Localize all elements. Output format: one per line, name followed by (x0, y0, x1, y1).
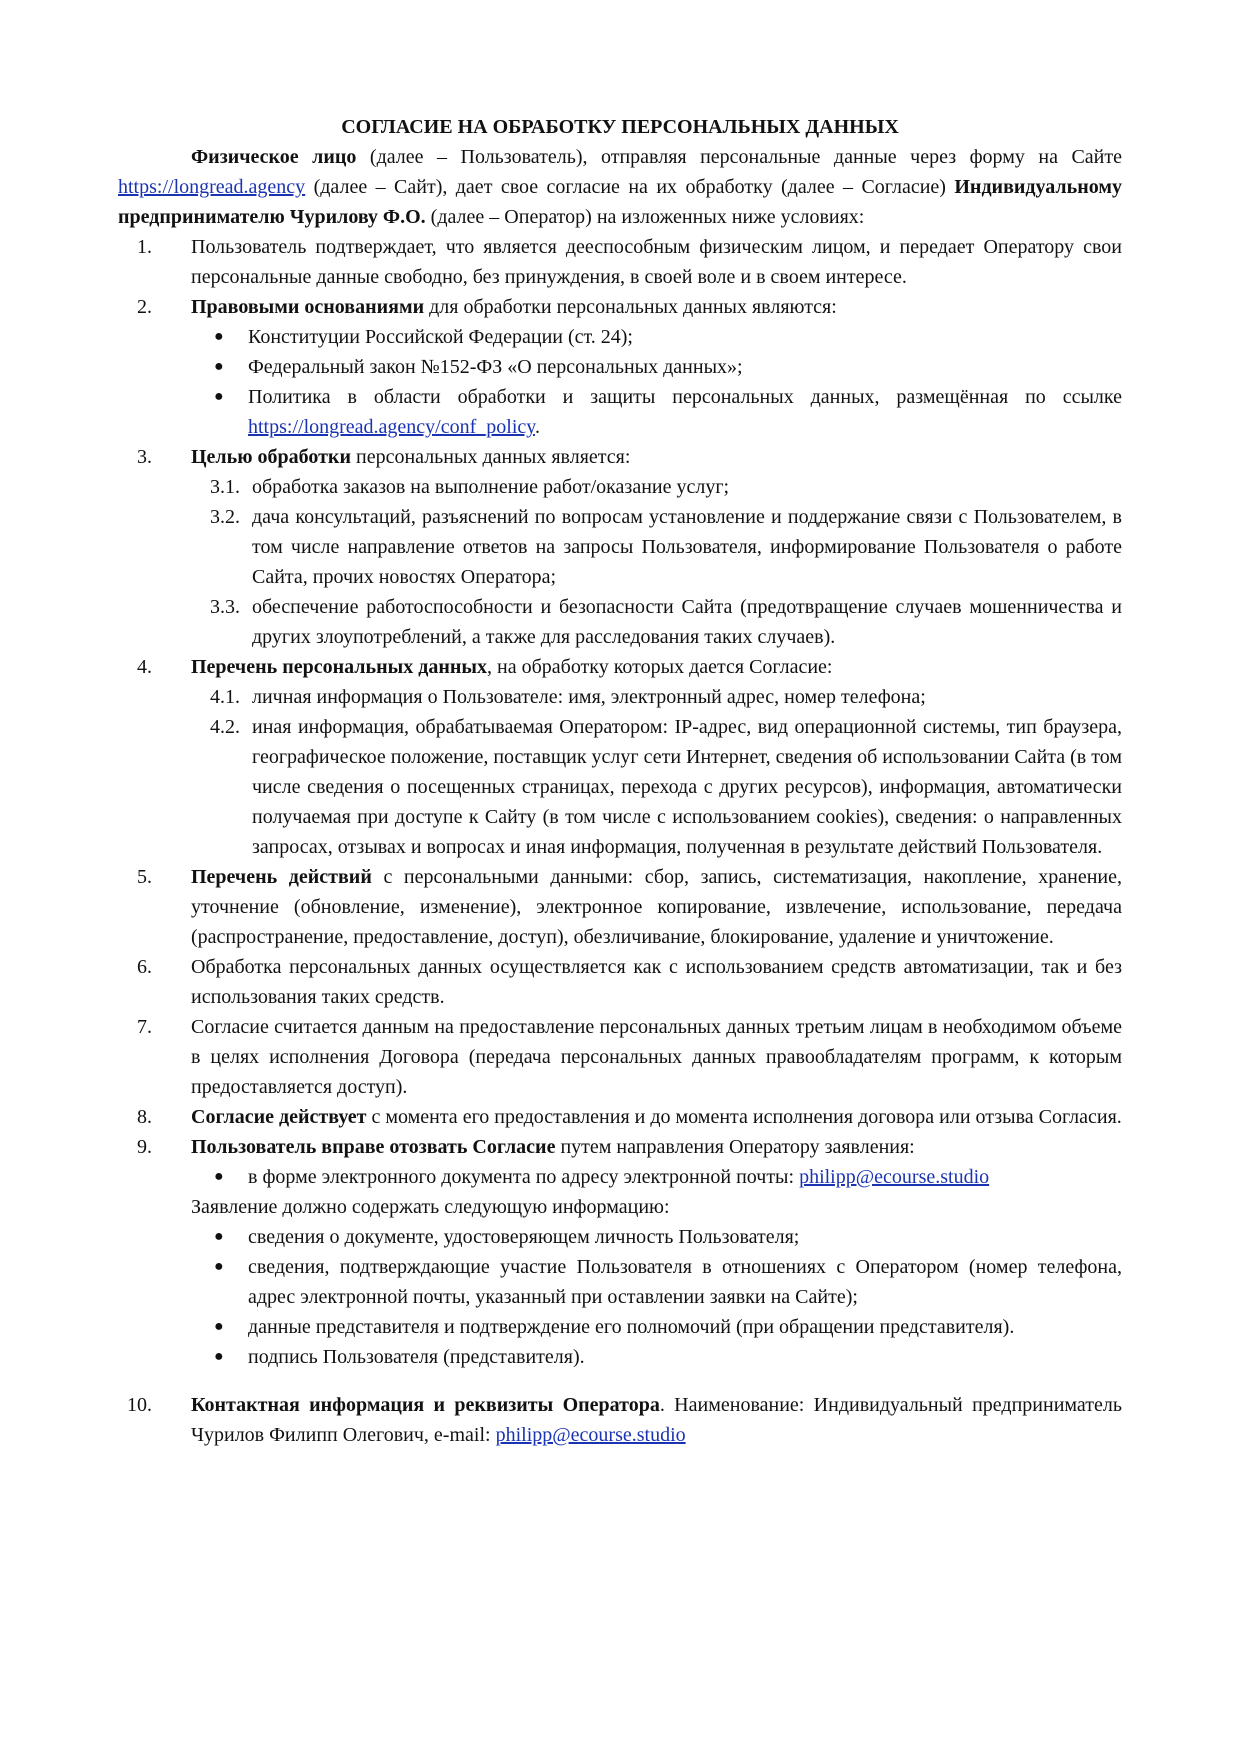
bullet-item (118, 322, 1122, 352)
bullet-item (118, 1162, 1122, 1192)
intro-paragraph (118, 142, 1122, 232)
list-item-8 (118, 1102, 1122, 1132)
item-text: с момента его предоставления и до момента исполнения договора или отзыва Согласия. (366, 1106, 1122, 1128)
sub-item (118, 712, 1122, 862)
sub-text: дача консультаций, разъяснений по вопросам установление и поддержание связи с Пользователем, в том числе направление ответов на запросы Пользователя, информирование Пользователя о работе Сайта, прочих новостях Оператора; (252, 506, 1122, 588)
list-item-6 (118, 952, 1122, 1012)
sub-item (118, 592, 1122, 652)
sub-text: обработка заказов на выполнение работ/оказание услуг; (252, 476, 730, 498)
item-number: 10. (127, 1394, 152, 1416)
item-bold: Согласие действует (191, 1106, 367, 1128)
item-bold: Перечень действий (191, 866, 372, 888)
spacer (118, 1372, 1122, 1390)
list-item-5 (118, 862, 1122, 952)
sub-number: 3.2. (210, 506, 240, 528)
intro-bold-2: Индивидуальному предпринимателю Чурилову Ф.О. (118, 176, 1122, 228)
sub-item (118, 682, 1122, 712)
list-item-9 (118, 1132, 1122, 1162)
bullet-item (118, 1252, 1122, 1312)
list-item-3 (118, 442, 1122, 472)
intro-text-3: (далее – Оператор) на изложенных ниже условиях: (425, 206, 865, 228)
bullet-icon: ● (214, 388, 224, 405)
sub-number: 4.1. (210, 686, 240, 708)
item-bold: Целью обработки (191, 446, 351, 468)
list-item-7 (118, 1012, 1122, 1102)
item-text: Обработка персональных данных осуществляется как с использованием средств автоматизации, так и без использования таких средств. (191, 956, 1122, 1008)
bullet-text: Федеральный закон №152-ФЗ «О персональных данных»; (248, 356, 743, 378)
bullet-item (118, 1222, 1122, 1252)
policy-link[interactable]: https://longread.agency/conf_policy (248, 416, 535, 438)
bullet-item (118, 1342, 1122, 1372)
item-bold: Пользователь вправе отозвать Согласие (191, 1136, 556, 1158)
document-page (118, 112, 1122, 1450)
item-number: 8. (137, 1106, 152, 1128)
intro-text-1: (далее – Пользователь), отправляя персональные данные через форму на Сайте (356, 146, 1122, 168)
bullet-text: сведения о документе, удостоверяющем личность Пользователя; (248, 1226, 800, 1248)
bullet-text: Конституции Российской Федерации (ст. 24); (248, 326, 633, 348)
item-number: 6. (137, 956, 152, 978)
item-number: 4. (137, 656, 152, 678)
sub-text: обеспечение работоспособности и безопасности Сайта (предотвращение случаев мошенничества и других злоупотреблений, а также для расследования таких случаев). (252, 596, 1122, 648)
item-number: 7. (137, 1016, 152, 1038)
item-text: . Наименование: Индивидуальный предприниматель Чурилов Филипп Олегович, e-mail: (191, 1394, 1123, 1446)
item-bold: Контактная информация и реквизиты Оператора (191, 1394, 660, 1416)
item-number: 3. (137, 446, 152, 468)
bullet-icon: ● (214, 1228, 224, 1245)
sub-text: личная информация о Пользователе: имя, электронный адрес, номер телефона; (252, 686, 926, 708)
bullet-text: Политика в области обработки и защиты персональных данных, размещённая по ссылке (248, 386, 1122, 408)
bullet-icon: ● (214, 1258, 224, 1275)
statement-note: Заявление должно содержать следующую информацию: (191, 1196, 670, 1218)
bullet-text: данные представителя и подтверждение его полномочий (при обращении представителя). (248, 1316, 1015, 1338)
item-text: для обработки персональных данных являются: (424, 296, 837, 318)
bullet-icon: ● (214, 328, 224, 345)
sub-number: 3.3. (210, 596, 240, 618)
bullet-text: в форме электронного документа по адресу электронной почты: (248, 1166, 800, 1188)
item-number: 2. (137, 296, 152, 318)
email-link[interactable]: philipp@ecourse.studio (799, 1166, 990, 1188)
bullet-icon: ● (214, 1168, 224, 1185)
sub-item (118, 502, 1122, 592)
intro-bold-1: Физическое лицо (191, 146, 357, 168)
item-bold: Перечень персональных данных (191, 656, 488, 678)
sub-number: 4.2. (210, 716, 240, 738)
bullet-text-end: . (534, 416, 540, 438)
bullet-item (118, 382, 1122, 442)
email-link[interactable]: philipp@ecourse.studio (495, 1424, 686, 1446)
item-text: путем направления Оператору заявления: (555, 1136, 915, 1158)
sub-number: 3.1. (210, 476, 240, 498)
sub-text: иная информация, обрабатываемая Оператором: IP-адрес, вид операционной системы, тип браузера, географическое положение, поставщик услуг сети Интернет, сведения об использовании Сайта (в том числе сведения о посещенных страницах, перехода с других ресурсов), информация, автоматически получаемая при доступе к Сайту (в том числе с использованием cookies), сведения: о направленных запросах, отзывах и вопросах и иная информация, полученная в результате действий Пользователя. (252, 716, 1122, 858)
item-number: 1. (137, 236, 152, 258)
item-text: персональных данных является: (350, 446, 631, 468)
sub-item (118, 472, 1122, 502)
bullet-text: подпись Пользователя (представителя). (248, 1346, 585, 1368)
bullet-icon: ● (214, 1348, 224, 1365)
intro-text-2: (далее – Сайт), дает свое согласие на их обработку (далее – Согласие) (305, 176, 955, 198)
item-number: 9. (137, 1136, 152, 1158)
item-text: Пользователь подтверждает, что является дееспособным физическим лицом, и передает Оператору свои персональные данные свободно, без принуждения, в своей воле и в своем интересе. (191, 236, 1122, 288)
bullet-icon: ● (214, 1318, 224, 1335)
site-link[interactable]: https://longread.agency (118, 176, 306, 198)
item-bold: Правовыми основаниями (191, 296, 425, 318)
list-item-1 (118, 232, 1122, 292)
bullet-item (118, 1312, 1122, 1342)
bullet-item (118, 352, 1122, 382)
item-number: 5. (137, 866, 152, 888)
list-item-2 (118, 292, 1122, 322)
bullet-icon: ● (214, 358, 224, 375)
item-text: Согласие считается данным на предоставление персональных данных третьим лицам в необходимом объеме в целях исполнения Договора (передача персональных данных правообладателям программ, к которым предоставляется доступ). (191, 1016, 1122, 1098)
document-title: СОГЛАСИЕ НА ОБРАБОТКУ ПЕРСОНАЛЬНЫХ ДАННЫХ (341, 116, 899, 138)
item-text: с персональными данными: сбор, запись, систематизация, накопление, хранение, уточнение (обновление, изменение), электронное копирование, извлечение, использование, передача (распространение, предоставление, доступ), обезличивание, блокирование, удаление и уничтожение. (191, 866, 1122, 948)
list-item-10 (118, 1390, 1122, 1450)
list-item-4 (118, 652, 1122, 682)
bullet-text: сведения, подтверждающие участие Пользователя в отношениях с Оператором (номер телефона, адрес электронной почты, указанный при оставлении заявки на Сайте); (248, 1256, 1122, 1308)
item-text: , на обработку которых дается Согласие: (487, 656, 833, 678)
